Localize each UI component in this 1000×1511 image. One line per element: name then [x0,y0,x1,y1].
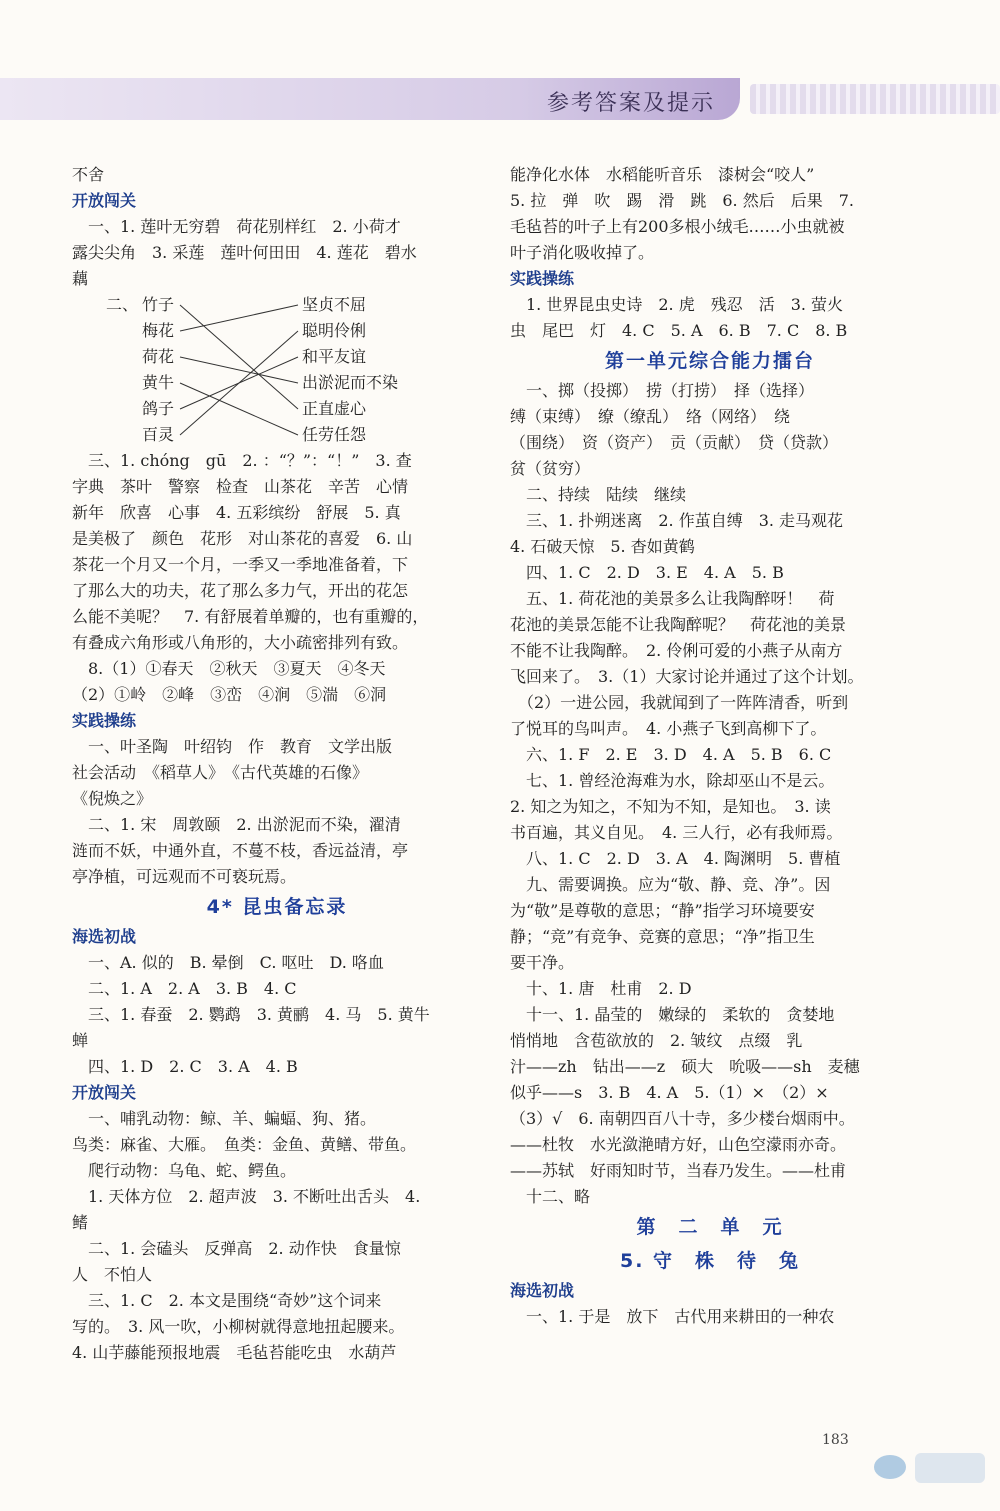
text-line: 似乎——s 3. B 4. A 5.（1）× （2）× [510,1083,829,1102]
text-line: 五、1. 荷花池的美景多么让我陶醉呀！ 荷 [510,589,835,608]
answer-block [72,950,482,1080]
text-line: 能净化水体 水稻能听音乐 漆树会“咬人” [510,165,815,184]
text-line: 1. 天体方位 2. 超声波 3. 不断吐出舌头 4. [72,1187,421,1206]
text-line: 书百遍，其义自见。 4. 三人行，必有我师焉。 [510,823,843,842]
chapter-title: 第一单元综合能力擂台 [604,350,815,372]
match-left-item: 鸽子 [142,399,175,418]
match-right-item: 和平友谊 [302,347,367,366]
text-line: 毛毡苔的叶子上有200多根小绒毛……小虫就被 [510,217,845,236]
left-column [72,162,482,1366]
text-line: 2. 知之为知之，不知为不知，是知也。 3. 读 [510,797,831,816]
text-line: 藕 [72,269,89,288]
answer-block [510,1304,910,1330]
text-line: ——杜牧 水光潋滟晴方好，山色空濛雨亦奇。 [510,1135,847,1154]
text-line: 飞回来了。 3.（1）大家讨论并通过了这个计划。 [510,667,864,686]
text-line: 鳍 [72,1213,89,1232]
text-line: 字典 茶叶 警察 检查 山茶花 辛苦 心情 [72,477,409,496]
match-link-line [180,383,298,435]
unit-title: 第 二 单 元 [636,1216,784,1238]
text-line: 十一、1. 晶莹的 嫩绿的 柔软的 贪婪地 [510,1005,835,1024]
text-line: ——苏轼 好雨知时节，当春乃发生。——杜甫 [510,1161,847,1180]
header-title: 参考答案及提示 [546,91,715,116]
text-line: 虫 尾巴 灯 4. C 5. A 6. B 7. C 8. B [510,321,848,340]
question-label: 二、 [106,295,139,314]
text-line: 8.（1）①春天 ②秋天 ③夏天 ④冬天 [72,659,386,678]
text-line: 为“敬”是尊敬的意思；“静”指学习环境要安 [510,901,815,920]
match-left-item: 荷花 [142,347,175,366]
text-line: 有叠成六角形或八角形的，大小疏密排列有致。 [72,633,409,652]
text-line: 《倪焕之》 [72,789,153,808]
answer-block [72,162,482,188]
match-link-line [180,305,298,331]
section-heading: 海选初战 [510,1281,575,1300]
text-line: 鸟类：麻雀、大雁。 鱼类：金鱼、黄鳝、带鱼。 [72,1135,417,1154]
right-column [510,162,910,1330]
watermark-logo-icon [860,1445,990,1495]
text-line: 露尖尖角 3. 采莲 莲叶何田田 4. 莲花 碧水 [72,243,417,262]
text-line: 亭净植，可远观而不可亵玩焉。 [72,867,297,886]
match-left-item: 黄牛 [142,373,175,392]
text-line: 四、1. C 2. D 3. E 4. A 5. B [510,563,784,582]
text-line: 贫（贫穷） [510,459,591,478]
chapter-title: 4* 昆虫备忘录 [206,896,348,918]
match-left-item: 百灵 [142,425,175,444]
text-line: 三、1. 扑朔迷离 2. 作茧自缚 3. 走马观花 [510,511,844,530]
answer-block [72,1106,482,1366]
text-line: 汁——zh 钻出——z 硕大 吮吸——sh 麦穗 [510,1057,860,1076]
text-line: 十、1. 唐 杜甫 2. D [510,979,692,998]
match-right-item: 任劳任怨 [302,425,367,444]
text-line: 叶子消化吸收掉了。 [510,243,655,262]
text-line: （2）①岭 ②峰 ③峦 ④涧 ⑤湍 ⑥洞 [72,685,387,704]
text-line: 三、1. 春蚕 2. 鹦鹉 3. 黄鹂 4. 马 5. 黄牛 [72,1005,430,1024]
text-line: 一、1. 于是 放下 古代用来耕田的一种农 [510,1307,835,1326]
text-line: 社会活动 《稻草人》 《古代英雄的石像》 [72,763,369,782]
text-line: 涟而不妖，中通外直，不蔓不枝，香远益清，亭 [72,841,409,860]
text-line: 八、1. C 2. D 3. A 4. 陶渊明 5. 曹植 [510,849,841,868]
text-line: （3）√ 6. 南朝四百八十寺，多少楼台烟雨中。 [510,1109,855,1128]
header-pattern [750,84,1000,114]
answer-block [510,162,910,266]
text-line: 一、叶圣陶 叶绍钧 作 教育 文学出版 [72,737,393,756]
text-line: 缚（束缚） 缭（缭乱） 络（网络） 绕 [510,407,791,426]
text-line: 十二、略 [510,1187,591,1206]
text-line: 要干净。 [510,953,575,972]
match-link-line [180,305,298,409]
text-line: 一、哺乳动物：鲸、羊、蝙蝠、狗、猪。 [72,1109,377,1128]
match-left-item: 梅花 [142,321,175,340]
text-line: 5. 拉 弹 吹 踢 滑 跳 6. 然后 后果 7. [510,191,854,210]
text-line: 一、A. 似的 B. 晕倒 C. 呕吐 D. 咯血 [72,953,384,972]
text-line: 新年 欣喜 心事 4. 五彩缤纷 舒展 5. 真 [72,503,401,522]
text-line: 悄悄地 含苞欲放的 2. 皱纹 点缀 乳 [510,1031,803,1050]
text-line: 七、1. 曾经沧海难为水，除却巫山不是云。 [510,771,835,790]
match-right-item: 出淤泥而不染 [302,373,399,392]
match-right-item: 坚贞不屈 [302,295,367,314]
section-heading: 海选初战 [72,927,137,946]
text-line: 4. 山芋藤能预报地震 毛毡苔能吃虫 水葫芦 [72,1343,397,1362]
text-line: 茶花一个月又一个月，一季又一季地准备着，下 [72,555,409,574]
answer-block [510,378,910,1210]
text-line: 1. 世界昆虫史诗 2. 虎 残忍 活 3. 萤火 [510,295,844,314]
text-line: 四、1. D 2. C 3. A 4. B [72,1057,298,1076]
text-line: 二、1. 宋 周敦颐 2. 出淤泥而不染，濯清 [72,815,401,834]
text-line: 三、1. chóng gū 2. ：“？”：“！” 3. 查 [72,451,412,470]
section-heading: 开放闯关 [72,191,137,210]
text-line: 二、1. 会磕头 反弹高 2. 动作快 食量惊 [72,1239,401,1258]
text-line: 是美极了 颜色 花形 对山茶花的喜爱 6. 山 [72,529,413,548]
text-line: 爬行动物：乌龟、蛇、鳄鱼。 [72,1161,297,1180]
text-line: 不舍 [72,165,105,184]
text-line: 静；“竞”有竞争、竞赛的意思；“净”指卫生 [510,927,815,946]
text-line: 二、1. A 2. A 3. B 4. C [72,979,297,998]
text-line: 蝉 [72,1031,89,1050]
match-right-item: 聪明伶俐 [302,321,367,340]
text-line: 三、1. C 2. 本文是围绕“奇妙”这个词来 [72,1291,382,1310]
text-line: 一、掷（投掷） 捞（打捞） 择（选择） [510,381,815,400]
answer-block [72,734,482,890]
match-left-item: 竹子 [142,295,175,314]
text-line: 六、1. F 2. E 3. D 4. A 5. B 6. C [510,745,832,764]
section-heading: 实践操练 [72,711,137,730]
text-line: （围绕） 资（资产） 贡（贡献） 贷（贷款） [510,433,839,452]
text-line: 了悦耳的鸟叫声。 4. 小燕子飞到高柳下了。 [510,719,827,738]
match-right-item: 正直虚心 [302,399,367,418]
page-number: 183 [822,1432,849,1448]
chapter-title: 5. 守 株 待 兔 [619,1250,801,1272]
answer-block [510,292,910,344]
text-line: 九、需要调换。应为“敬、静、竞、净”。因 [510,875,831,894]
text-line: 二、持续 陆续 继续 [510,485,687,504]
match-link-line [180,357,298,383]
text-line: （2）一进公园，我就闻到了一阵阵清香，听到 [510,693,849,712]
answer-block [72,214,482,292]
section-heading: 开放闯关 [72,1083,137,1102]
text-line: 写的。 3. 风一吹，小柳树就得意地扭起腰来。 [72,1317,405,1336]
text-line: 4. 石破天惊 5. 杳如黄鹤 [510,537,695,556]
answer-block [72,448,482,708]
matching-exercise [72,292,402,448]
text-line: 花池的美景怎能不让我陶醉呢？ 荷花池的美景 [510,615,847,634]
text-line: 么能不美呢？ 7. 有舒展着单瓣的，也有重瓣的， [72,607,429,626]
match-link-line [180,331,298,435]
section-heading: 实践操练 [510,269,575,288]
page-header [0,78,1000,120]
text-line: 一、1. 莲叶无穷碧 荷花别样红 2. 小荷才 [72,217,401,236]
text-line: 人 不怕人 [72,1265,153,1284]
text-line: 不能不让我陶醉。 2. 伶俐可爱的小燕子从南方 [510,641,843,660]
text-line: 了那么大的功夫，花了那么多力气，开出的花怎 [72,581,409,600]
